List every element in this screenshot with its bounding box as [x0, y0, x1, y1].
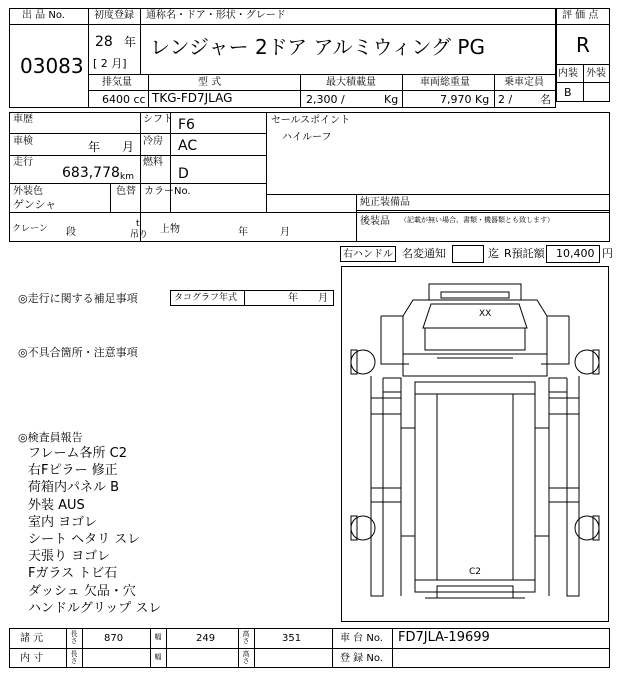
tacho-year: 年 — [288, 293, 298, 304]
deposit-amount: 10,400 — [556, 247, 595, 260]
inspector-report-line: 天張り ヨゴレ — [28, 549, 111, 565]
first-reg-year: 28 — [95, 34, 113, 50]
inspector-report-line: 室内 ヨゴレ — [28, 514, 98, 530]
exterior-label: 外装 — [586, 68, 606, 79]
first-reg-label: 初度登録 — [94, 10, 134, 21]
deposit-unit: 円 — [602, 247, 613, 260]
shift-label: シフト — [143, 114, 173, 125]
model-label: 型 式 — [198, 77, 222, 88]
crane-suspend: 吊り — [130, 230, 149, 240]
capacity-label: 乗車定員 — [504, 77, 544, 88]
fuel-value: D — [178, 166, 189, 182]
inspector-report-line: Fガラス トビ石 — [28, 566, 118, 582]
inner-width-label: 幅 — [154, 653, 162, 661]
car-name: レンジャー 2ドア アルミウィング PG — [150, 35, 485, 59]
grade-label: 評 価 点 — [562, 10, 599, 21]
model-value: TKG-FD7JLAG — [152, 91, 233, 105]
name-change-box — [452, 245, 484, 263]
gross-label: 車両総重量 — [420, 77, 470, 88]
fuel-label: 燃料 — [143, 157, 163, 168]
inspector-report-line: ハンドルグリップ スレ — [28, 600, 162, 616]
chassis-label: 車 台 No. — [340, 633, 383, 644]
name-change-label: 名変通知 — [402, 247, 446, 260]
inspection-month: 月 — [122, 140, 135, 154]
name-label: 通称名・ドア・形状・グレード — [146, 10, 286, 21]
capacity-unit: 名 — [540, 93, 551, 106]
history-label: 車歴 — [13, 114, 33, 125]
inspection-label: 車検 — [13, 136, 33, 147]
displacement-value: 6400 cc — [102, 93, 146, 106]
overall-grade: R — [576, 33, 590, 57]
capacity-value: 2 / — [498, 93, 513, 106]
lot-label: 出 品 No. — [22, 10, 65, 21]
color-code-label: カラーNo. — [144, 186, 191, 197]
ac-value: AC — [178, 138, 198, 154]
interior-label: 内装 — [558, 68, 578, 79]
inner-length-label: 長さ — [70, 650, 78, 665]
first-reg-month: [ 2 月] — [93, 57, 127, 70]
mileage-label: 走行 — [13, 157, 33, 168]
dims-label: 諸 元 — [20, 633, 44, 644]
mileage-unit: km — [120, 172, 134, 182]
genuine-equipment-label: 純正装備品 — [360, 197, 410, 208]
sales-point: ハイルーフ — [282, 132, 332, 143]
registration-label: 登 録 No. — [340, 653, 383, 664]
exterior-color-label: 外装色 — [13, 186, 43, 197]
inspector-report-line: 荷箱内パネル B — [28, 480, 120, 496]
length-value: 870 — [104, 633, 124, 644]
inspector-report-line: フレーム各所 C2 — [28, 446, 127, 461]
inner-dims-label: 内 寸 — [20, 653, 44, 664]
inspector-report-label: ◎検査員報告 — [18, 431, 83, 444]
driving-notes-label: ◎走行に関する補足事項 — [18, 292, 138, 305]
damage-mark-bottom: C2 — [469, 567, 482, 577]
width-label: 幅 — [154, 633, 162, 641]
tacho-month: 月 — [318, 293, 328, 304]
sales-point-label: セールスポイント — [271, 115, 351, 126]
inner-height-label: 高さ — [242, 650, 250, 665]
width-value: 249 — [196, 633, 216, 644]
inspector-report-line: 右Fピラー 修正 — [28, 463, 118, 479]
deadline-label: 迄 — [488, 247, 499, 260]
year-unit: 年 — [124, 35, 137, 49]
inspector-report-line: ダッシュ 欠品・穴 — [28, 583, 136, 599]
crane-stage: 段 — [66, 227, 76, 238]
right-hand-label: 右ハンドル — [343, 249, 393, 260]
aftermarket-note: （記載が無い場合、書類・機器類とも致します） — [400, 216, 554, 224]
top-label: 上物 — [160, 224, 180, 235]
lot-number: 03083 — [20, 54, 84, 78]
exterior-color: ゲンシャ — [13, 198, 57, 211]
top-month: 月 — [280, 227, 290, 238]
gross-value: 7,970 Kg — [440, 93, 490, 106]
displacement-label: 排気量 — [102, 77, 132, 88]
load-label: 最大積載量 — [326, 77, 376, 88]
ac-label: 冷房 — [143, 136, 163, 147]
shift-value: F6 — [178, 117, 195, 133]
height-label: 高さ — [242, 630, 250, 645]
length-label: 長さ — [70, 630, 78, 645]
deposit-label: R預託額 — [504, 247, 545, 260]
interior-grade: B — [564, 86, 572, 99]
load-unit: Kg — [384, 93, 399, 106]
inspector-report-line: 外装 AUS — [28, 497, 85, 513]
tacho-label: タコグラフ年式 — [174, 293, 238, 303]
color-change-label: 色替 — [116, 186, 136, 197]
mileage-value: 683,778 — [62, 165, 120, 181]
aftermarket-label: 後装品 — [360, 216, 390, 227]
inspection-year: 年 — [88, 140, 101, 154]
height-value: 351 — [282, 633, 302, 644]
inspector-report-line: シート ヘタリ スレ — [28, 532, 141, 547]
chassis-number: FD7JLA-19699 — [398, 630, 490, 645]
defect-notes-label: ◎不具合箇所・注意事項 — [18, 346, 138, 359]
load-value: 2,300 / — [306, 93, 345, 106]
crane-ton: t — [136, 219, 140, 229]
crane-label: クレーン — [12, 224, 48, 234]
top-year: 年 — [238, 227, 248, 238]
damage-mark-top: XX — [479, 309, 492, 319]
